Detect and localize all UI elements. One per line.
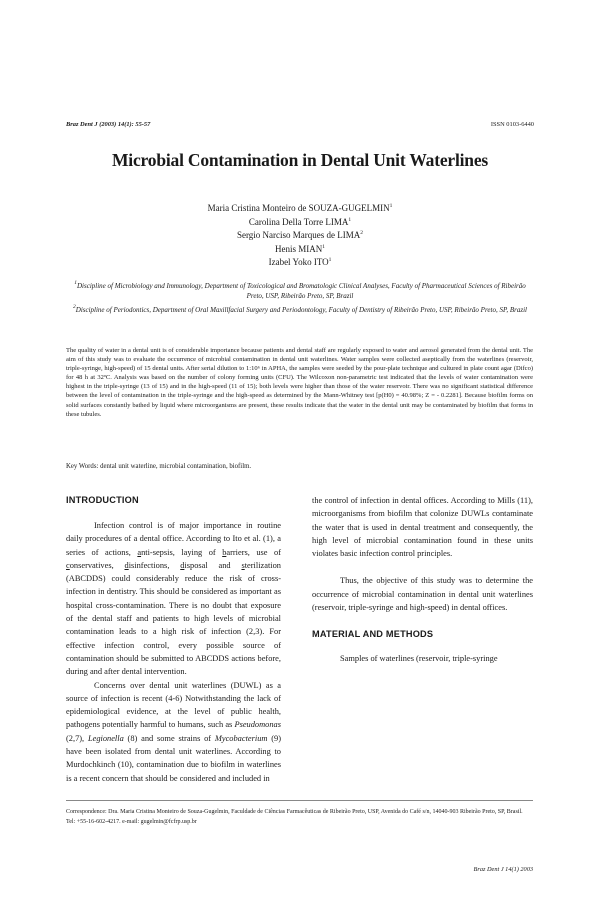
journal-citation: Braz Dent J (2003) 14(1): 55-57 <box>66 121 151 128</box>
footnote-divider <box>66 800 533 801</box>
paragraph: the control of infection in dental offices. According to Mills (11), microorganisms from biofilm that colonize DUWLs contaminate the water that is used in dental treatment and consequently, the high level of microbial contamination found in these units violates basic infection control principles. <box>312 496 533 559</box>
page-footer: Braz Dent J 14(1) 2003 <box>473 866 533 873</box>
keywords: Key Words: dental unit waterline, microbial contamination, biofilm. <box>66 463 252 470</box>
author: Izabel Yoko ITO$^1$ <box>268 257 332 267</box>
issn: ISSN 0103-6440 <box>490 121 534 128</box>
abstract: The quality of water in a dental unit is of considerable importance because patients and dental staff are regularly exposed to water and aerosol generated from the dental unit. The aim of this study was to evaluate the occurrence of microbial contamination in dental unit waterlines. Water samples were collected aseptically from the waterlines (reservoir, triple-syringe, high-speed) of 15 dental units. After serial dilution to 1:10⁶ in APHA, the samples were seeded by the pour-plate technique and cultured in plate count agar (Difco) for 48 h at 32ºC. Analysis was based on the number of colony forming units (CFU). The Wilcoxon non-parametric test indicated that the levels of water contamination were highest in the triple-syringe (13 of 15) and in the high-speed (11 of 15); both levels were higher than those of the water reservoir. There was no significant statistical difference between the level of contamination in the triple-syringe and the high-speed as determined by the Mann-Whitney test [p(H0) = 40.98%; Z = - 0.2281]. Because biofilm forms on solid surfaces constantly bathed by liquid where microorganisms are present, these results indicate that the water in the dental unit may be contaminated by biofilm that forms in these tubules. <box>66 347 533 418</box>
author: Maria Cristina Monteiro de SOUZA-GUGELMIN$^1$ <box>207 203 393 213</box>
paragraph: Infection control is of major importance in routine daily procedures of a dental office. According to Ito et al. (1), a series of actions, anti-sepsis, laying of barriers, use of conservatives, disinfections, disposal and sterilization (ABCDDS) could considerably reduce the risk of cross-infection in dentistry. This should be considered as important as hospital cross-contamination. There is no doubt that exposure of the dental staff and patients to high levels of microbial contamination leads to a high risk of infection (2,3). For effective infection control, every possible source of contamination should be submitted to ABCDDS actions before, during and after dental intervention. <box>66 521 281 677</box>
column-left <box>66 494 281 785</box>
author: Henis MIAN$^1$ <box>275 243 325 254</box>
section-heading-methods: MATERIAL AND METHODS <box>312 629 434 640</box>
affiliation: $^1$Discipline of Microbiology and Immunology, Department of Toxicological and Bromatologic Clinical Analyses, Faculty of Pharmaceutical Sciences of Ribeirão Preto, USP, Ribeirão Preto, SP, Brazil <box>74 280 526 301</box>
author: Sergio Narciso Marques de LIMA$^2$ <box>236 230 364 240</box>
column-right <box>312 494 533 666</box>
section-heading-introduction: INTRODUCTION <box>66 495 139 505</box>
correspondence-note: Correspondence: Dra. Maria Cristina Monteiro de Souza-Gugelmin, Faculdade de Ciências Farmacêuticas de Ribeirão Preto, USP, Avenida do Café s/n, 14040-903 Ribeirão Preto, SP, Brasil. Tel: +55-16-602-4217. e-mail: gugelmin@fcfrp.usp.br <box>66 809 523 825</box>
paper-title: Microbial Contamination in Dental Unit Waterlines <box>111 150 489 170</box>
affiliation: $^2$Discipline of Periodontics, Department of Oral Maxillfacial Surgery and Periodontology, Faculty of Dentistry of Ribeirão Preto, USP, Ribeirão Preto, SP, Brazil <box>73 304 527 315</box>
author-list <box>0 200 600 268</box>
affiliations <box>70 278 530 317</box>
author: Carolina Della Torre LIMA$^1$ <box>248 216 352 227</box>
paragraph: Concerns over dental unit waterlines (DUWL) as a source of infection is recent (4-6) Notwithstanding the lack of epidemiological evidence, at the level of public health, pathogens potentially harmful to humans, such as Pseudomonas (2,7), Legionella (8) and some strains of Mycobacterium (9) have been isolated from dental unit waterlines. According to Murdochkinch (10), contamination due to biofilm in waterlines is a recent concern that should be considered and included in <box>66 680 282 783</box>
paragraph: Samples of waterlines (reservoir, triple-syringe <box>340 654 498 664</box>
paragraph: Thus, the objective of this study was to determine the occurrence of microbial contamination in dental unit waterlines (reservoir, triple-syringe and high-speed) in dental offices. <box>312 576 533 613</box>
